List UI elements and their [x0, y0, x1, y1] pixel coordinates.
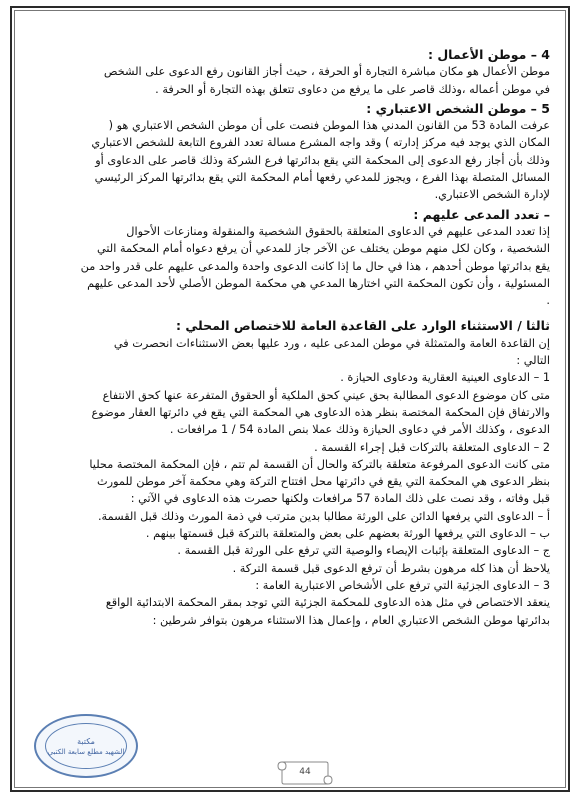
text-line: في موطن أعماله ،وذلك قاصر على ما يرفع من دعاوى تتعلق بهذه التجارة أو الحرفة . — [155, 82, 550, 96]
text-line: موطن الأعمال هو مكان مباشرة التجارة أو الحرفة ، حيث أجاز القانون رفع الدعوى على الشخص — [103, 65, 550, 79]
page-number-scroll — [274, 756, 336, 788]
text-line: الدعوى ، وكذلك الأمر في دعاوى الحيازة وذلك عملا بنص المادة 54 / 1 مرافعات . — [169, 423, 550, 437]
scroll-ornament-icon — [274, 756, 336, 788]
text-line: قبل وفاته ، وقد نصت على ذلك المادة 57 مرافعات ولكنها حصرت هذه الدعاوى في الآتي : — [130, 492, 550, 506]
seal-title: مكتبة — [77, 736, 95, 746]
seal-inner-ring — [45, 723, 127, 769]
section-heading: ثالثا / الاستثناء الوارد على القاعدة العامة للاختصاص المحلي : — [176, 318, 550, 334]
text-line: المسائل المتصلة بهذا الفرع ، ويجوز للمدعي رفعها أمام المحكمة التي يقع بدائرتها المركز الرئيسي — [94, 171, 550, 185]
text-line: لإدارة الشخص الاعتباري. — [434, 188, 550, 202]
text-line: ينعقد الاختصاص في مثل هذه الدعاوى للمحكمة الجزئية التي توجد بمقر المحكمة الابتدائية الواقع — [105, 596, 550, 610]
library-seal — [34, 714, 138, 778]
text-line: 1 – الدعاوى العينية العقارية ودعاوى الحيازة . — [340, 371, 550, 385]
section-heading: 4 – موطن الأعمال : — [427, 47, 550, 62]
section-heading: – تعدد المدعى عليهم : — [413, 206, 550, 222]
text-line: . — [546, 294, 550, 308]
document-page — [10, 6, 570, 792]
text-line: ب – الدعاوى التي يرفعها الورثة بعضهم على بعض والمتعلقة بالتركة قبل قسمتها بينهم . — [145, 527, 550, 541]
text-line: التالي : — [516, 354, 550, 368]
text-line: المكان الذي يوجد فيه مركز إدارته ) وقد واجه المشرع مسالة تعدد الفروع التابعة للشخص الاعتباري — [91, 136, 550, 150]
text-line: متى كان موضوع الدعوى المطالبة بحق عيني كحق الملكية أو الحقوق المتفرعة عنها كحق الانتفاع — [102, 388, 550, 402]
section-heading: 5 – موطن الشخص الاعتباري : — [366, 100, 550, 116]
document-body — [30, 44, 550, 629]
text-line: المسئولية ، وأن تكون المحكمة التي اختارها المدعي هي محكمة الموطن الأصلي لأحد المدعى عليهم — [87, 276, 550, 290]
text-line: والارتفاق فإن المحكمة المختصة بنظر هذه الدعاوى هي المحكمة التي يقع في دائرتها العقار موضوع — [91, 405, 550, 419]
text-line: بدائرتها موطن الشخص الاعتباري العام ، وإعمال هذا الاستثناء مرهون بتوافر شرطين : — [152, 613, 550, 627]
text-line: ج – الدعاوى المتعلقة بإثبات الإيصاء والوصية التي ترفع على الورثة قبل القسمة . — [177, 544, 550, 558]
seal-caption: الشهيد مطلع سابعة الكتبي — [47, 747, 125, 756]
text-line: إذا تعدد المدعى عليهم في الدعاوى المتعلقة بالحقوق الشخصية والمنقولة ومنازعات الأحوال — [126, 224, 550, 238]
text-line: عرفت المادة 53 من القانون المدني هذا الموطن فنصت على أن موطن الشخص الاعتباري هو ( — [108, 119, 550, 133]
text-line: إن القاعدة العامة والمتمثلة في موطن المدعى عليه ، ورد عليها بعض الاستثناءات انحصرت في — [113, 336, 550, 350]
text-line: يلاحظ أن هذا كله مرهون بشرط أن ترفع الدعوى قبل قسمة التركة . — [232, 561, 550, 575]
text-line: 3 – الدعاوى الجزئية التي ترفع على الأشخاص الاعتبارية العامة : — [255, 578, 550, 592]
text-line: بنظر الدعوى هي المحكمة التي يقع في دائرتها محل افتتاح التركة وهي محكمة آخر موطن للمورث — [96, 475, 550, 489]
text-line: الشخصية ، وكان لكل منهم موطن يختلف عن الآخر جاز للمدعي أن يرفع دعواه أمام المحكمة التي — [96, 242, 550, 256]
text-line: يقع بدائرتها موطن أحدهم ، هذا في حال ما إذا كانت الدعوى واحدة والمدعى عليهم على قدر واحد من — [80, 259, 550, 273]
page-number: 44 — [299, 767, 311, 777]
text-line: أ – الدعاوى التي يرفعها الدائن على الورثة مطالبا بدين مترتب في ذمة المورث وذلك قبل القسمة. — [97, 509, 550, 523]
text-line: متى كانت الدعوى المرفوعة متعلقة بالتركة والحال أن القسمة لم تتم ، فإن المحكمة المختصة محليا — [89, 457, 550, 471]
text-line: 2 – الدعاوى المتعلقة بالتركات قبل إجراء القسمة . — [314, 440, 550, 454]
text-line: وذلك بأن أجاز رفع الدعوى إلى المحكمة التي يقع بدائرتها فرع الشركة وذلك قاصر على الدعاوى أو — [95, 153, 550, 167]
